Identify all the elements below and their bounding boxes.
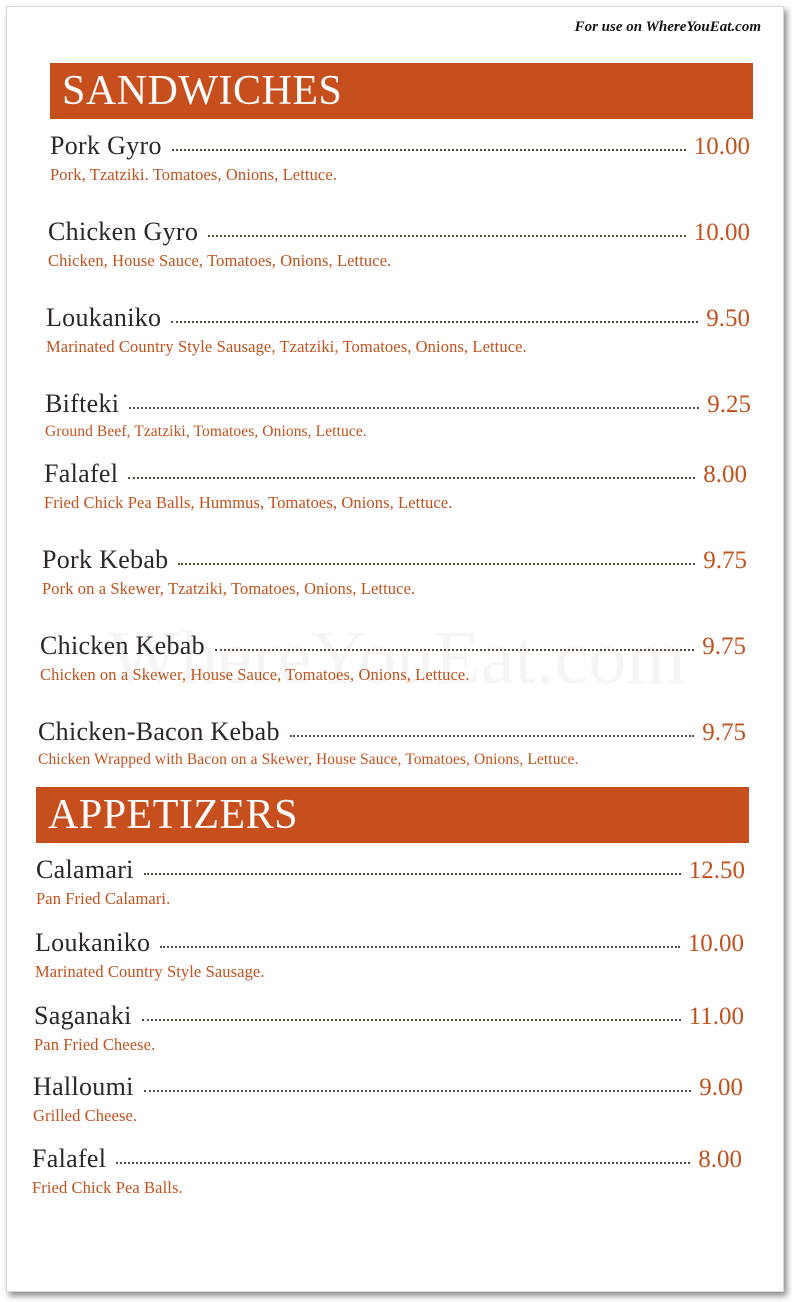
item-price: 9.75 (703, 547, 747, 574)
item-description: Pan Fried Cheese. (34, 1035, 156, 1054)
menu-item (34, 1001, 744, 1055)
item-price: 9.75 (702, 719, 746, 746)
dot-leader (172, 149, 686, 151)
item-description: Ground Beef, Tzatziki, Tomatoes, Onions, Lettuce. (45, 423, 367, 440)
item-description: Pan Fried Calamari. (36, 889, 171, 908)
item-name: Saganaki (34, 1001, 132, 1030)
item-price: 9.00 (699, 1074, 743, 1101)
item-price: 9.75 (702, 633, 746, 660)
site-credit: For use on WhereYouEat.com (574, 19, 761, 35)
item-name: Bifteki (45, 389, 120, 418)
dot-leader (128, 477, 695, 479)
item-price: 9.25 (707, 391, 751, 418)
item-name: Falafel (44, 459, 119, 488)
item-name: Falafel (32, 1144, 107, 1173)
menu-item (33, 1072, 743, 1126)
menu-item (32, 1144, 742, 1198)
item-name: Halloumi (33, 1072, 134, 1101)
item-description: Fried Chick Pea Balls. (32, 1178, 183, 1197)
item-price: 8.00 (703, 461, 747, 488)
item-description: Marinated Country Style Sausage. (35, 962, 265, 981)
item-name: Chicken-Bacon Kebab (38, 717, 280, 746)
item-name: Pork Kebab (42, 545, 169, 574)
menu-item (50, 131, 750, 185)
dot-leader (142, 1019, 681, 1021)
dot-leader (290, 735, 694, 737)
item-name: Calamari (36, 855, 134, 884)
item-description: Marinated Country Style Sausage, Tzatziki, Tomatoes, Onions, Lettuce. (46, 337, 527, 356)
dot-leader (178, 563, 695, 565)
item-description: Chicken Wrapped with Bacon on a Skewer, House Sauce, Tomatoes, Onions, Lettuce. (38, 751, 579, 768)
item-price: 10.00 (687, 930, 744, 957)
menu-item (36, 855, 745, 909)
item-description: Fried Chick Pea Balls, Hummus, Tomatoes, Onions, Lettuce. (44, 493, 453, 512)
dot-leader (129, 407, 699, 409)
dot-leader (215, 649, 694, 651)
menu-item (45, 389, 751, 443)
menu-item (35, 928, 744, 982)
menu-item (48, 217, 750, 271)
item-price: 8.00 (698, 1146, 742, 1173)
dot-leader (171, 321, 698, 323)
section-header-appetizers: APPETIZERS (36, 787, 749, 843)
section-header-sandwiches: SANDWICHES (50, 63, 753, 119)
item-price: 9.50 (706, 305, 750, 332)
item-name: Loukaniko (35, 928, 151, 957)
item-price: 10.00 (693, 219, 750, 246)
item-description: Chicken on a Skewer, House Sauce, Tomatoes, Onions, Lettuce. (40, 665, 470, 684)
dot-leader (208, 235, 686, 237)
item-price: 10.00 (693, 133, 750, 160)
menu-item (38, 717, 746, 771)
item-name: Loukaniko (46, 303, 162, 332)
menu-item (40, 631, 746, 685)
item-name: Pork Gyro (50, 131, 162, 160)
item-name: Chicken Gyro (48, 217, 199, 246)
item-description: Grilled Cheese. (33, 1106, 138, 1125)
dot-leader (144, 873, 681, 875)
dot-leader (116, 1162, 690, 1164)
menu-page (6, 6, 784, 1292)
item-description: Pork on a Skewer, Tzatziki, Tomatoes, Onions, Lettuce. (42, 579, 416, 598)
menu-item (46, 303, 750, 357)
menu-item (44, 459, 747, 513)
item-name: Chicken Kebab (40, 631, 205, 660)
dot-leader (160, 946, 679, 948)
item-price: 11.00 (688, 1003, 744, 1030)
item-description: Chicken, House Sauce, Tomatoes, Onions, Lettuce. (48, 251, 392, 270)
item-price: 12.50 (688, 857, 745, 884)
dot-leader (144, 1090, 692, 1092)
menu-item (42, 545, 747, 599)
item-description: Pork, Tzatziki. Tomatoes, Onions, Lettuce. (50, 165, 338, 184)
